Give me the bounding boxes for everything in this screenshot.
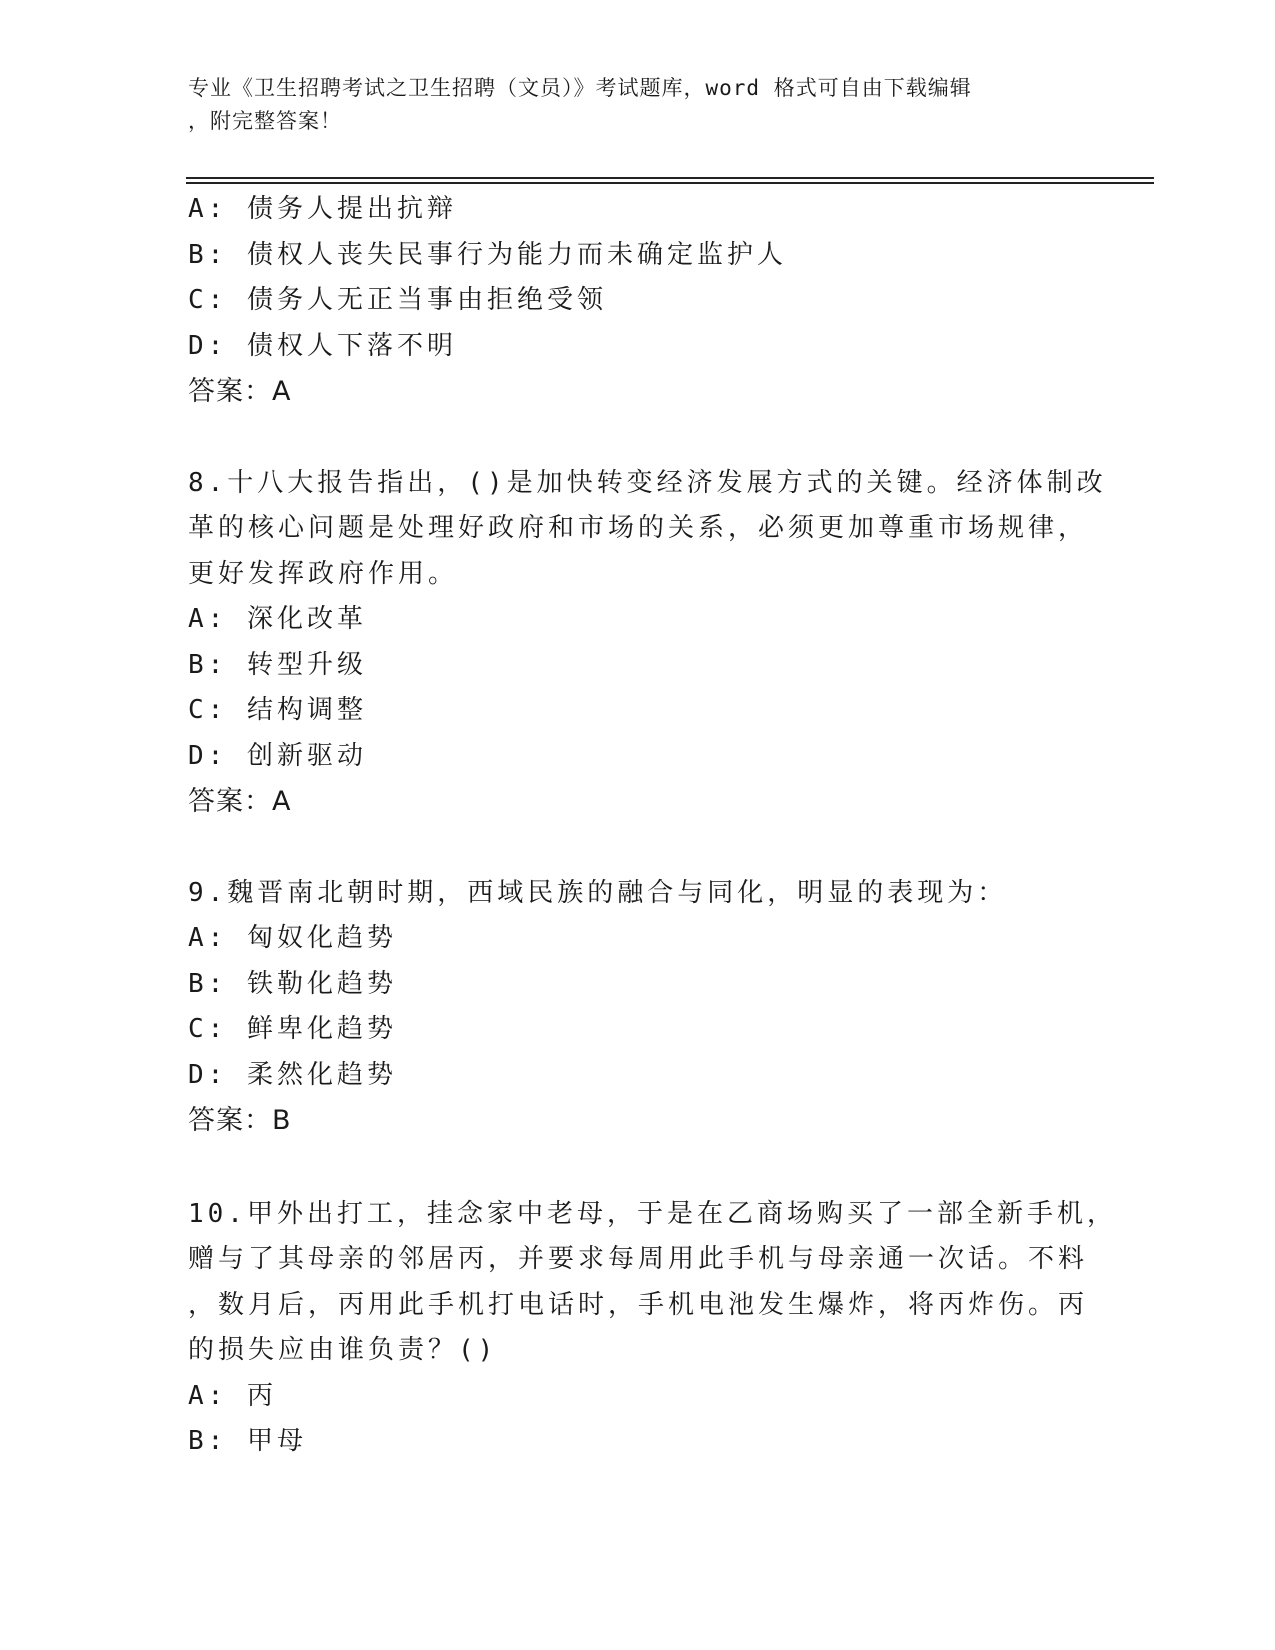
- question-stem-line: 更好发挥政府作用。: [188, 558, 459, 589]
- answer: 答案：A: [188, 376, 292, 407]
- option-c: C: 债务人无正当事由拒绝受领: [188, 285, 607, 315]
- question-10: [188, 1192, 1117, 1465]
- document-header: [188, 72, 1068, 138]
- option-a: A: 匈奴化趋势: [188, 923, 397, 953]
- question-list: [188, 187, 1117, 1465]
- option-b: B: 债权人丧失民事行为能力而未确定监护人: [188, 239, 787, 270]
- header-divider-bottom: [186, 182, 1154, 184]
- header-line-1: 专业《卫生招聘考试之卫生招聘（文员）》考试题库，word 格式可自由下载编辑: [188, 76, 972, 100]
- option-a: A: 债务人提出抗辩: [188, 194, 457, 224]
- question-stem-line: 10.甲外出打工，挂念家中老母，于是在乙商场购买了一部全新手机，: [188, 1198, 1117, 1229]
- question-stem-line: 赠与了其母亲的邻居丙，并要求每周用此手机与母亲通一次话。不料: [188, 1244, 1089, 1274]
- spacer: [188, 825, 1088, 871]
- answer: 答案：A: [188, 786, 292, 817]
- answer: 答案：B: [188, 1105, 292, 1136]
- option-c: C: 结构调整: [188, 695, 367, 725]
- question-stem-line: 9.魏晋南北朝时期，西域民族的融合与同化，明显的表现为：: [188, 877, 1008, 908]
- option-b: B: 铁勒化趋势: [188, 968, 397, 999]
- header-line-2: ，附完整答案！: [188, 109, 342, 133]
- question-stem-line: 革的核心问题是处理好政府和市场的关系，必须更加尊重市场规律，: [188, 513, 1089, 543]
- header-divider-top: [186, 177, 1154, 179]
- question-stem-line: 的损失应由谁负责？(): [188, 1335, 498, 1365]
- option-b: B: 甲母: [188, 1426, 307, 1456]
- question-stem-line: 8.十八大报告指出，()是加快转变经济发展方式的关键。经济体制改: [188, 467, 1107, 498]
- spacer: [188, 415, 1088, 461]
- option-d: D: 创新驱动: [188, 740, 367, 771]
- option-c: C: 鲜卑化趋势: [188, 1014, 397, 1044]
- option-a: A: 丙: [188, 1380, 277, 1411]
- option-d: D: 债权人下落不明: [188, 330, 457, 361]
- question-9: [188, 871, 1088, 1144]
- spacer: [188, 1144, 1088, 1192]
- option-d: D: 柔然化趋势: [188, 1059, 397, 1090]
- option-a: A: 深化改革: [188, 604, 367, 634]
- question-8: [188, 461, 1107, 825]
- option-b: B: 转型升级: [188, 649, 367, 680]
- question-stem-line: ，数月后，丙用此手机打电话时，手机电池发生爆炸，将丙炸伤。丙: [188, 1289, 1089, 1320]
- question-7: [188, 187, 1088, 415]
